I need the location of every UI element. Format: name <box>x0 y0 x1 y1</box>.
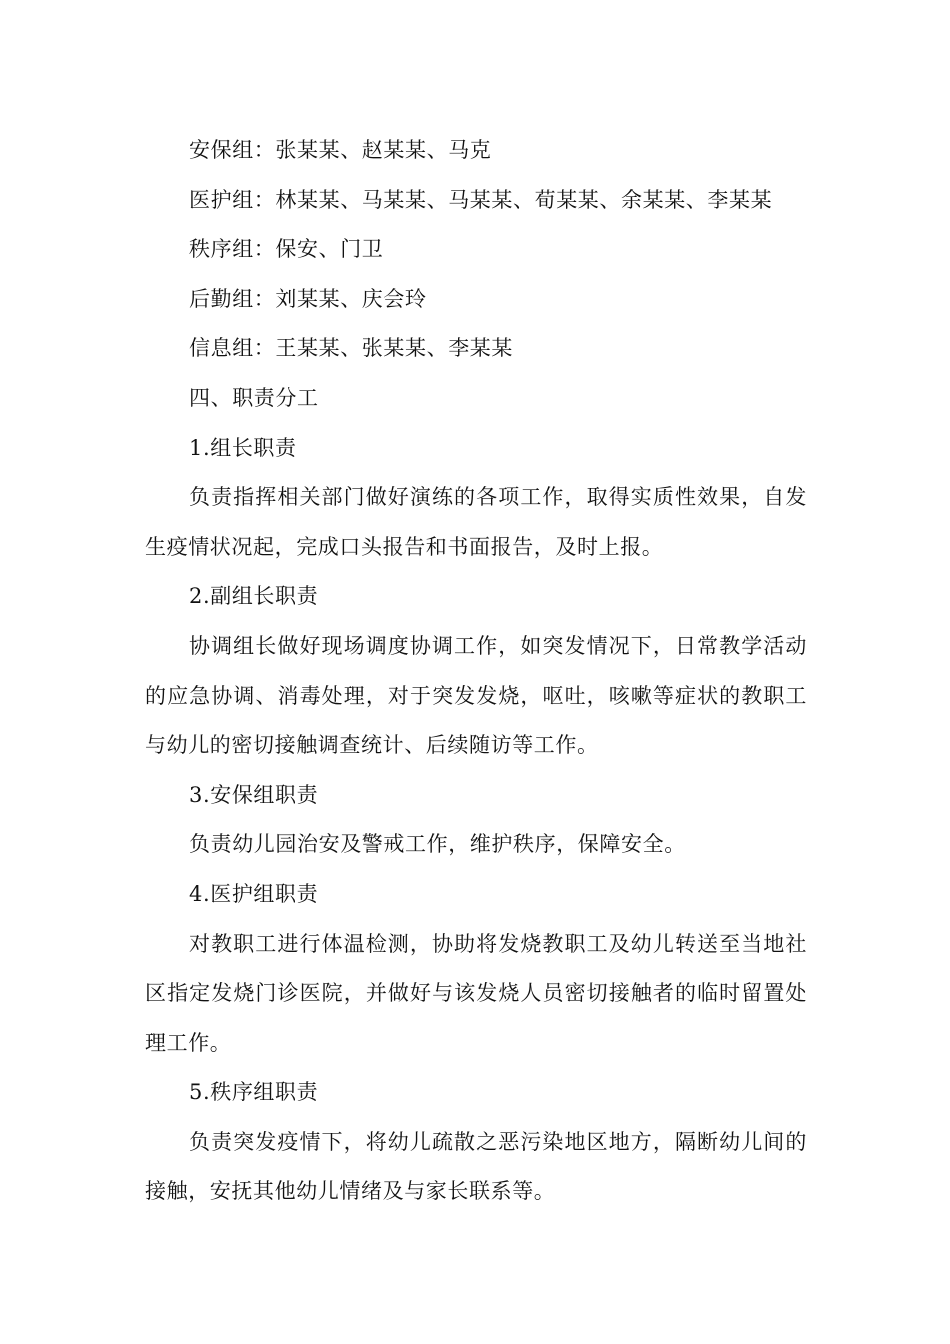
paragraph-order-duties: 负责突发疫情下，将幼儿疏散之恶污染地区地方，隔断幼儿间的接触，安抚其他幼儿情绪及与家长联系等。 <box>145 1129 807 1204</box>
paragraph-medical-duties: 对教职工进行体温检测，协助将发烧教职工及幼儿转送至当地社区指定发烧门诊医院，并做好与该发烧人员密切接触者的临时留置处理工作。 <box>145 931 807 1055</box>
paragraph-leader-duties: 负责指挥相关部门做好演练的各项工作，取得实质性效果，自发生疫情状况起，完成口头报告和书面报告，及时上报。 <box>145 485 807 559</box>
paragraph-medical-group: 医护组：林某某、马某某、马某某、荀某某、余某某、李某某 <box>189 187 773 212</box>
subheading-medical-duties: 4.医护组职责 <box>189 881 319 906</box>
paragraph-security-group: 安保组：张某某、赵某某、马克 <box>189 138 492 162</box>
paragraph-deputy-leader-duties: 协调组长做好现场调度协调工作，如突发情况下，日常教学活动的应急协调、消毒处理，对于突发发烧，呕吐，咳嗽等症状的教职工与幼儿的密切接触调查统计、后续随访等工作。 <box>145 633 807 758</box>
paragraph-security-duties: 负责幼儿园治安及警戒工作，维护秩序，保障安全。 <box>189 832 686 857</box>
section-heading-duties: 四、职责分工 <box>189 385 319 410</box>
subheading-leader-duties: 1.组长职责 <box>189 435 297 460</box>
document-body <box>145 126 807 1217</box>
subheading-security-duties: 3.安保组职责 <box>189 782 319 807</box>
paragraph-order-group: 秩序组：保安、门卫 <box>189 237 384 262</box>
subheading-order-duties: 5.秩序组职责 <box>189 1080 319 1105</box>
paragraph-info-group: 信息组：王某某、张某某、李某某 <box>189 336 513 361</box>
paragraph-logistics-group: 后勤组：刘某某、庆会玲 <box>189 286 427 311</box>
subheading-deputy-leader-duties: 2.副组长职责 <box>189 584 319 609</box>
